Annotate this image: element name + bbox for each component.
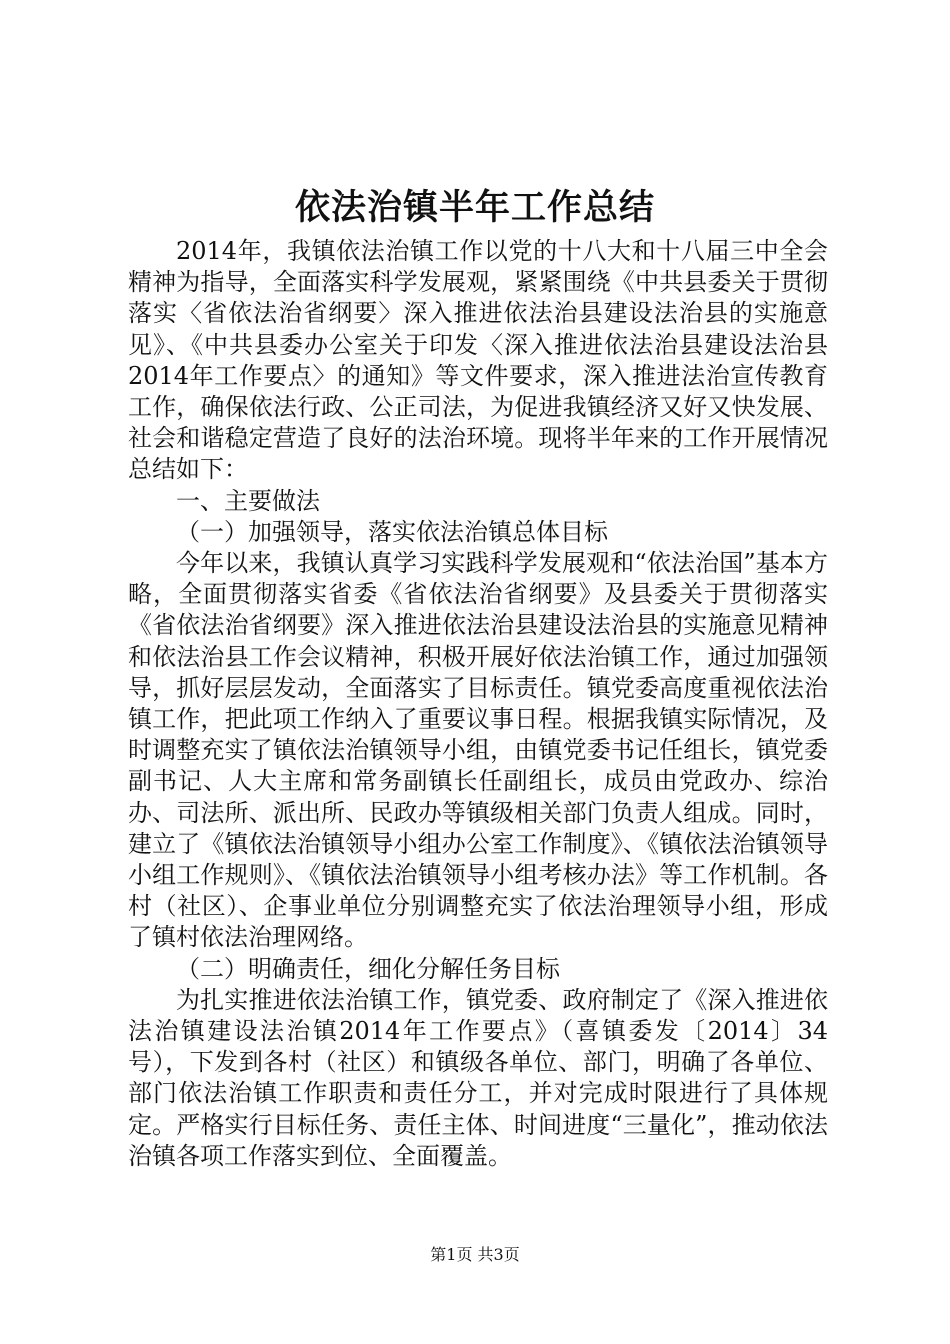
document-title: 依法治镇半年工作总结 [294, 187, 655, 228]
subsection-heading-2: （二）明确责任，细化分解任务目标 [176, 954, 560, 983]
intro-paragraph: 2014年，我镇依法治镇工作以党的十八大和十八届三中全会精神为指导，全面落实科学发展观，紧紧围绕《中共县委关于贯彻落实〈省依法治省纲要〉深入推进依法治县建设法治县的实施意见》、《中共县委办公室关于印发〈深入推进依法治县建设法治县2014年工作要点〉的通知》等文件要求，深入推进法治宣传教育工作，确保依法行政、公正司法，为促进我镇经济又好又快发展、社会和谐稳定营造了良好的法治环境。现将半年来的工作开展情况总结如下： [128, 237, 828, 484]
body-paragraph-1: 今年以来，我镇认真学习实践科学发展观和“依法治国”基本方略，全面贯彻落实省委《省依法治省纲要》及县委关于贯彻落实《省依法治省纲要》深入推进依法治县建设法治县的实施意见精神和依法治县工作会议精神，积极开展好依法治镇工作，通过加强领导，抓好层层发动，全面落实了目标责任。镇党委高度重视依法治镇工作，把此项工作纳入了重要议事日程。根据我镇实际情况，及时调整充实了镇依法治镇领导小组，由镇党委书记任组长，镇党委副书记、人大主席和常务副镇长任副组长，成员由党政办、综治办、司法所、派出所、民政办等镇级相关部门负责人组成。同时，建立了《镇依法治镇领导小组办公室工作制度》、《镇依法治镇领导小组工作规则》、《镇依法治镇领导小组考核办法》等工作机制。各村（社区）、企事业单位分别调整充实了依法治理领导小组，形成了镇村依法治理网络。 [128, 549, 828, 952]
page-number-footer: 第1页 共3页 [430, 1245, 520, 1264]
body-paragraph-2: 为扎实推进依法治镇工作，镇党委、政府制定了《深入推进依法治镇建设法治镇2014年工作要点》（喜镇委发〔2014〕34号），下发到各村（社区）和镇级各单位、部门，明确了各单位、部门依法治镇工作职责和责任分工，并对完成时限进行了具体规定。严格实行目标任务、责任主体、时间进度“三量化”，推动依法治镇各项工作落实到位、全面覆盖。 [128, 985, 828, 1170]
subsection-heading-1: （一）加强领导，落实依法治镇总体目标 [176, 517, 608, 546]
document-body [128, 236, 828, 1172]
section-heading-main-practices: 一、主要做法 [176, 486, 320, 515]
